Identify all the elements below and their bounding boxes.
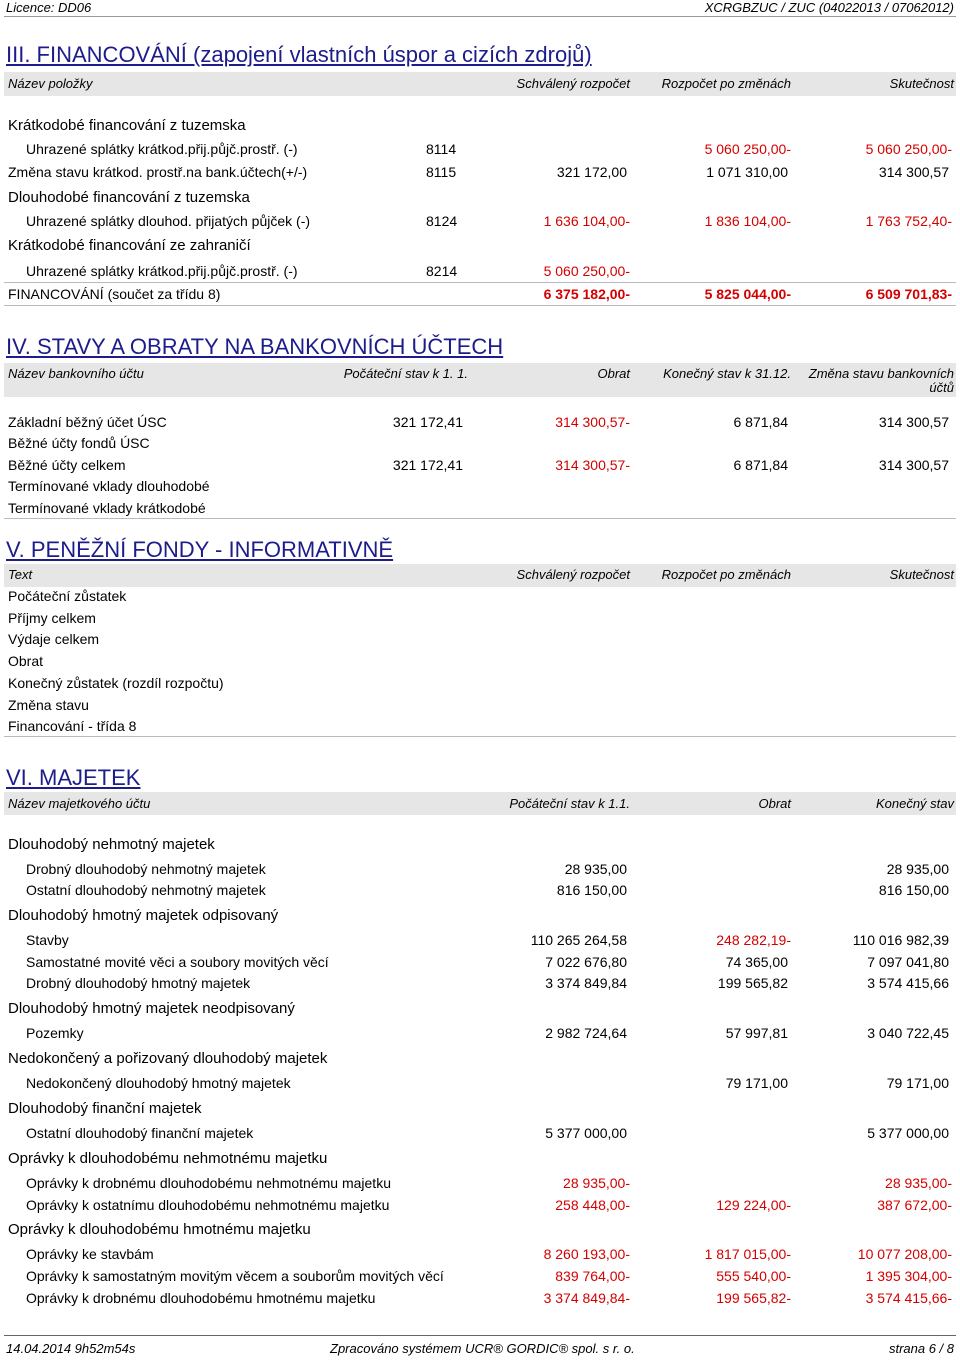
asset-opening: 7 022 676,80 [545, 954, 627, 970]
col-approved-budget: Schválený rozpočet [516, 567, 630, 582]
asset-opening: 5 377 000,00 [545, 1125, 627, 1141]
asset-closing: 1 395 304,00- [865, 1268, 952, 1284]
fund-row: Počáteční zůstatek [8, 588, 127, 604]
asset-opening: 3 374 849,84 [545, 975, 627, 991]
asset-turnover: 57 997,81 [725, 1025, 788, 1041]
col-balance-change: Změna stavu bankovních [808, 366, 954, 381]
asset-turnover: 199 565,82- [716, 1290, 791, 1306]
total-label: FINANCOVÁNÍ (součet za třídu 8) [8, 286, 221, 302]
row-value-approved: 5 060 250,00- [543, 263, 630, 279]
asset-closing: 28 935,00- [885, 1175, 952, 1191]
row-name: Uhrazené splátky dlouhod. přijatých půjček (-) [26, 213, 311, 229]
report-code: XCRGBZUC / ZUC (04022013 / 07062012) [704, 0, 954, 15]
row-value-approved: 1 636 104,00- [543, 213, 630, 229]
section-vi-title: VI. MAJETEK [6, 765, 141, 790]
asset-row-name: Samostatné movité věci a soubory movitých věcí [26, 954, 329, 970]
asset-turnover: 555 540,00- [716, 1268, 791, 1284]
asset-row-name: Ostatní dlouhodobý finanční majetek [26, 1125, 254, 1141]
col-item-name: Název položky [8, 76, 93, 91]
footer-divider [4, 1335, 956, 1336]
footer-page-number: strana 6 / 8 [888, 1341, 954, 1356]
account-row-name: Běžné účty fondů ÚSC [8, 435, 150, 451]
group-heading: Krátkodobé financování z tuzemska [8, 117, 246, 134]
asset-opening: 28 935,00 [564, 861, 627, 877]
footer-timestamp: 14.04.2014 9h52m54s [6, 1341, 136, 1356]
account-row-name: Základní běžný účet ÚSC [8, 414, 167, 430]
asset-turnover: 248 282,19- [716, 932, 791, 948]
asset-row-name: Oprávky ke stavbám [26, 1246, 154, 1262]
asset-closing: 3 574 415,66- [865, 1290, 952, 1306]
col-budget-after-changes: Rozpočet po změnách [661, 76, 791, 91]
total-changed: 5 825 044,00- [704, 286, 791, 302]
col-approved-budget: Schválený rozpočet [516, 76, 630, 91]
asset-opening: 8 260 193,00- [543, 1246, 630, 1262]
col-turnover: Obrat [597, 366, 630, 381]
asset-closing: 79 171,00 [886, 1075, 949, 1091]
col-turnover: Obrat [758, 796, 791, 811]
section-iv-title: IV. STAVY A OBRATY NA BANKOVNÍCH ÚČTECH [6, 334, 504, 359]
row-code: 8214 [426, 263, 458, 279]
asset-opening: 816 150,00 [556, 882, 627, 898]
account-closing: 6 871,84 [733, 457, 788, 473]
row-value-changed: 5 060 250,00- [704, 141, 791, 157]
row-name: Uhrazené splátky krátkod.přij.půjč.prostř. (-) [26, 263, 298, 279]
group-heading: Oprávky k dlouhodobému hmotnému majetku [8, 1221, 311, 1238]
asset-row-name: Pozemky [26, 1025, 84, 1041]
col-closing-balance: Konečný stav [875, 796, 954, 811]
col-closing-balance: Konečný stav k 31.12. [663, 366, 791, 381]
asset-row-name: Nedokončený dlouhodobý hmotný majetek [26, 1075, 291, 1091]
section-iii-title: III. FINANCOVÁNÍ (zapojení vlastních úspor a cizích zdrojů) [6, 42, 592, 67]
row-divider [4, 305, 956, 306]
footer-processed-by: Zpracováno systémem UCR® GORDIC® spol. s r. o. [330, 1341, 635, 1356]
asset-opening: 3 374 849,84- [543, 1290, 630, 1306]
group-heading: Dlouhodobý finanční majetek [8, 1100, 202, 1117]
account-turnover: 314 300,57- [555, 414, 630, 430]
section-iii-column-header [4, 72, 956, 96]
asset-closing: 387 672,00- [877, 1197, 952, 1213]
fund-row: Obrat [8, 653, 44, 669]
fund-row: Příjmy celkem [8, 610, 96, 626]
account-turnover: 314 300,57- [555, 457, 630, 473]
fund-row: Financování - třída 8 [8, 718, 137, 734]
asset-row-name: Oprávky k drobnému dlouhodobému nehmotnému majetku [26, 1175, 391, 1191]
col-actual: Skutečnost [889, 567, 954, 582]
row-value-approved: 321 172,00 [556, 164, 627, 180]
asset-row-name: Stavby [26, 932, 69, 948]
group-heading: Dlouhodobý hmotný majetek neodpisovaný [8, 1000, 295, 1017]
row-value-actual: 5 060 250,00- [865, 141, 952, 157]
col-balance-change-line2: účtů [929, 380, 954, 395]
asset-row-name: Ostatní dlouhodobý nehmotný majetek [26, 882, 266, 898]
asset-closing: 28 935,00 [886, 861, 949, 877]
account-row-name: Termínované vklady krátkodobé [8, 500, 206, 516]
col-asset-account: Název majetkového účtu [8, 796, 151, 811]
total-approved: 6 375 182,00- [543, 286, 630, 302]
asset-opening: 839 764,00- [555, 1268, 630, 1284]
account-opening: 321 172,41 [392, 414, 463, 430]
row-value-changed: 1 071 310,00 [706, 164, 788, 180]
asset-turnover: 199 565,82 [717, 975, 788, 991]
col-opening-balance: Počáteční stav k 1. 1. [343, 366, 468, 381]
asset-row-name: Drobný dlouhodobý nehmotný majetek [26, 861, 266, 877]
col-actual: Skutečnost [889, 76, 954, 91]
asset-opening: 2 982 724,64 [545, 1025, 627, 1041]
row-name: Změna stavu krátkod. prostř.na bank.účtech(+/-) [8, 164, 308, 180]
row-code: 8114 [426, 141, 457, 157]
row-divider [4, 282, 956, 283]
fund-row: Výdaje celkem [8, 631, 100, 647]
asset-turnover: 1 817 015,00- [704, 1246, 791, 1262]
asset-closing: 3 574 415,66 [867, 975, 949, 991]
account-closing: 6 871,84 [733, 414, 788, 430]
licence-label: Licence: DD06 [6, 0, 92, 15]
asset-closing: 110 016 982,39 [852, 932, 949, 948]
row-divider [4, 518, 956, 519]
asset-opening: 258 448,00- [555, 1197, 630, 1213]
group-heading: Dlouhodobý nehmotný majetek [8, 836, 215, 853]
group-heading: Dlouhodobý hmotný majetek odpisovaný [8, 907, 279, 924]
account-change: 314 300,57 [878, 414, 949, 430]
row-value-changed: 1 836 104,00- [704, 213, 791, 229]
group-heading: Dlouhodobé financování z tuzemska [8, 189, 250, 206]
fund-row: Změna stavu [8, 697, 89, 713]
asset-turnover: 129 224,00- [716, 1197, 791, 1213]
section-v-column-header [4, 564, 956, 587]
asset-turnover: 79 171,00 [725, 1075, 788, 1091]
col-text: Text [8, 567, 33, 582]
section-v-title: V. PENĚŽNÍ FONDY - INFORMATIVNĚ [6, 537, 394, 562]
asset-opening: 28 935,00- [563, 1175, 630, 1191]
account-opening: 321 172,41 [392, 457, 463, 473]
group-heading: Krátkodobé financování ze zahraničí [8, 237, 251, 254]
asset-row-name: Oprávky k ostatnímu dlouhodobému nehmotnému majetku [26, 1197, 390, 1213]
row-divider [4, 736, 956, 737]
asset-row-name: Oprávky k samostatným movitým věcem a souborům movitých věcí [26, 1268, 444, 1284]
row-code: 8115 [426, 164, 457, 180]
asset-opening: 110 265 264,58 [530, 932, 627, 948]
asset-closing: 10 077 208,00- [857, 1246, 952, 1262]
asset-row-name: Oprávky k drobnému dlouhodobému hmotnému majetku [26, 1290, 376, 1306]
account-row-name: Termínované vklady dlouhodobé [8, 478, 210, 494]
asset-row-name: Drobný dlouhodobý hmotný majetek [26, 975, 251, 991]
header-divider [4, 16, 956, 17]
account-change: 314 300,57 [878, 457, 949, 473]
asset-closing: 7 097 041,80 [867, 954, 949, 970]
fund-row: Konečný zůstatek (rozdíl rozpočtu) [8, 675, 224, 691]
row-value-actual: 1 763 752,40- [865, 213, 952, 229]
row-name: Uhrazené splátky krátkod.přij.půjč.prostř. (-) [26, 141, 298, 157]
asset-turnover: 74 365,00 [725, 954, 788, 970]
asset-closing: 3 040 722,45 [867, 1025, 949, 1041]
col-opening-balance: Počáteční stav k 1.1. [509, 796, 630, 811]
asset-closing: 5 377 000,00 [867, 1125, 949, 1141]
account-row-name: Běžné účty celkem [8, 457, 126, 473]
group-heading: Oprávky k dlouhodobému nehmotnému majetku [8, 1150, 328, 1167]
total-actual: 6 509 701,83- [865, 286, 952, 302]
col-budget-after-changes: Rozpočet po změnách [661, 567, 791, 582]
group-heading: Nedokončený a pořizovaný dlouhodobý majetek [8, 1050, 328, 1067]
row-value-actual: 314 300,57 [878, 164, 949, 180]
row-code: 8124 [426, 213, 458, 229]
col-account-name: Název bankovního účtu [8, 366, 144, 381]
asset-closing: 816 150,00 [878, 882, 949, 898]
